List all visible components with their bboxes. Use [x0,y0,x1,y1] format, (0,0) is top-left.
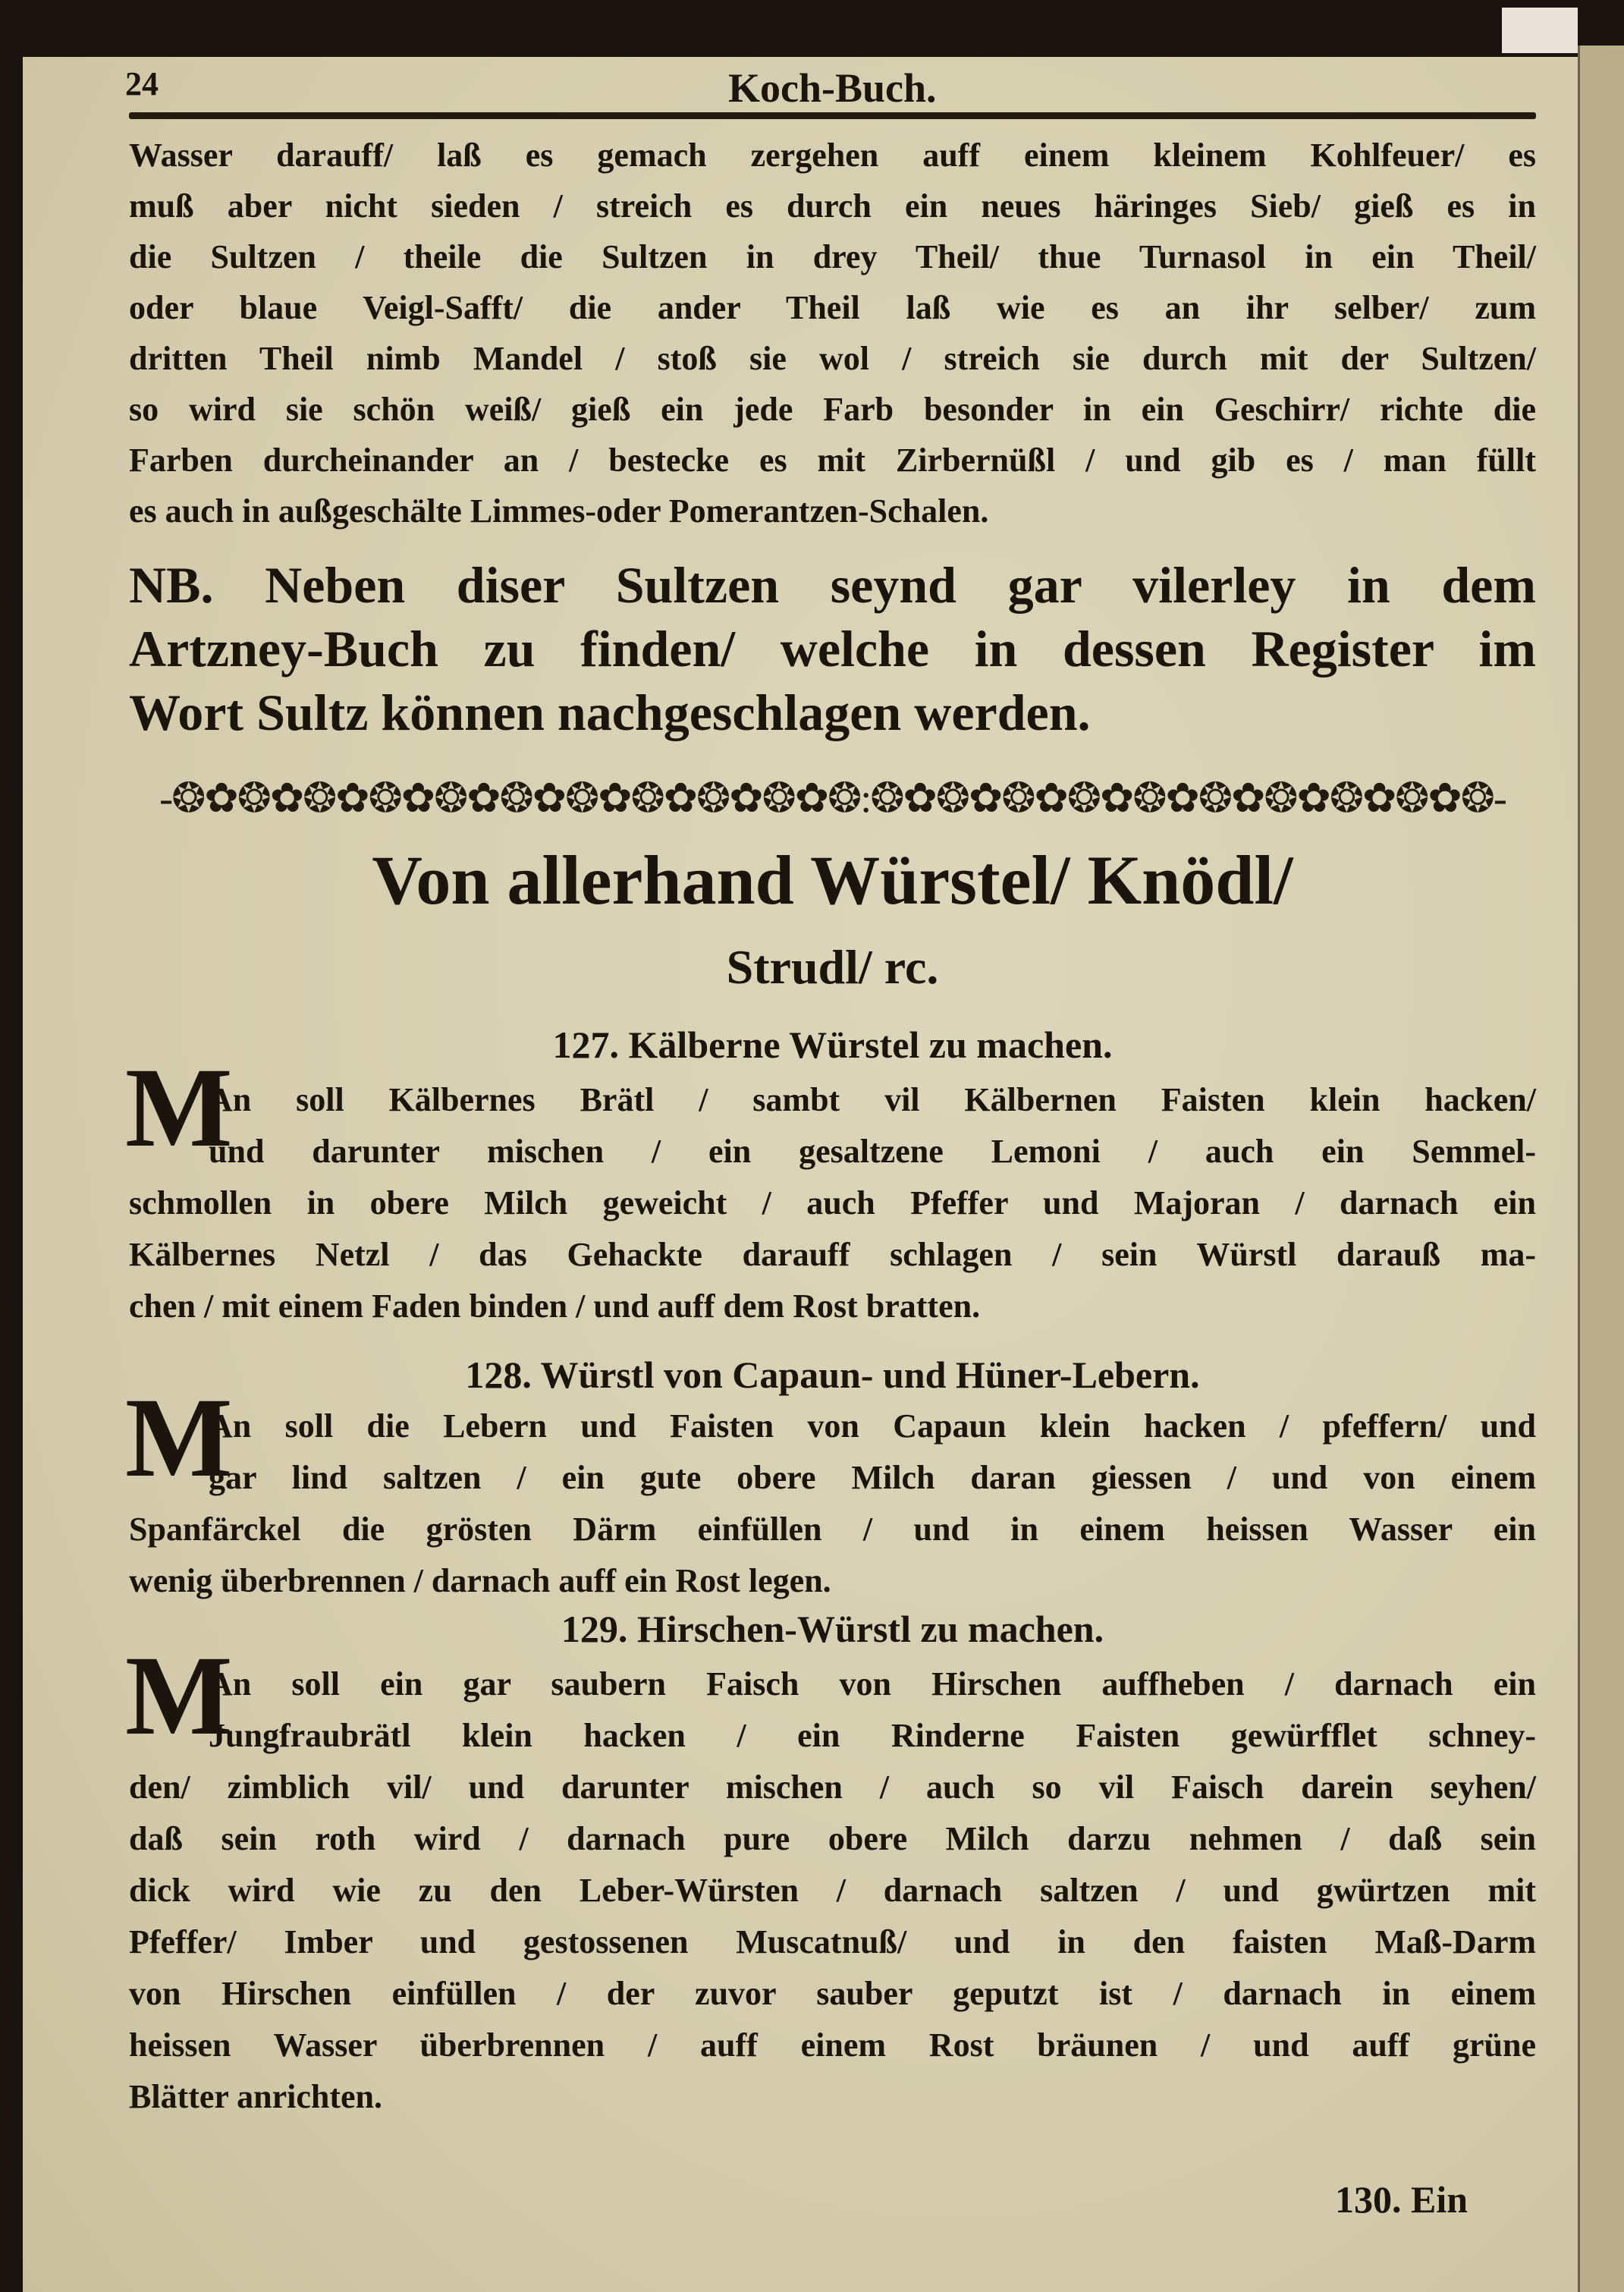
header-rule [129,112,1536,119]
recipe-text-line: An soll die Lebern und Faisten von Capaun klein hacken / pfeffern/ und [209,1407,1536,1445]
recipe-text-line: von Hirschen einfüllen / der zuvor sauber geputzt ist / darnach in einem [129,1975,1536,2012]
nota-bene-line: Artzney-Buch zu finden/ welche in dessen Register im [129,620,1536,678]
recipe-text-line: Blätter anrichten. [129,2078,383,2115]
text-line: Wasser darauff/ laß es gemach zergehen auff einem kleinem Kohlfeuer/ es [129,137,1536,174]
facing-page-edge [1578,46,1624,2292]
text-line: oder blaue Veigl-Safft/ die ander Theil laß wie es an ihr selber/ zum [129,289,1536,326]
recipe-text-line: gar lind saltzen / ein gute obere Milch daran giessen / und von einem [209,1459,1536,1496]
drop-cap: M [125,1633,233,1759]
recipe-text-line: und darunter mischen / ein gesaltzene Lemoni / auch ein Semmel- [209,1133,1536,1170]
section-title: Von allerhand Würstel/ Knödl/ [372,841,1293,919]
recipe-text-line: wenig überbrennen / darnach auff ein Rost legen. [129,1562,831,1599]
recipe-text-line: Spanfärckel die grösten Därm einfüllen / und in einem heissen Wasser ein [129,1511,1536,1548]
recipe-text-line: schmollen in obere Milch geweicht / auch Pfeffer und Majoran / darnach ein [129,1184,1536,1221]
recipe-heading: 128. Würstl von Capaun- und Hüner-Lebern. [465,1354,1200,1396]
bookmark-tab [1502,8,1578,53]
text-line: Farben durcheinander an / bestecke es mit Zirbernüßl / und gib es / man füllt [129,442,1536,479]
recipe-text-line: Kälbernes Netzl / das Gehackte darauff schlagen / sein Würstl darauß ma- [129,1236,1536,1273]
recipe-text-line: den/ zimblich vil/ und darunter mischen / auch so vil Faisch darein seyhen/ [129,1769,1536,1806]
nota-bene-line: Wort Sultz können nachgeschlagen werden. [129,684,1091,741]
section-subtitle: Strudl/ rc. [726,940,939,994]
running-title: Koch-Buch. [728,65,937,111]
recipe-text-line: dick wird wie zu den Leber-Würsten / darnach saltzen / und gwürtzen mit [129,1872,1536,1909]
nota-bene-line: NB. Neben diser Sultzen seynd gar vilerley in dem [129,556,1536,614]
text-line: muß aber nicht sieden / streich es durch ein neues häringes Sieb/ gieß es in [129,187,1536,225]
catchword: 130. Ein [1335,2178,1469,2221]
recipe-text-line: heissen Wasser überbrennen / auff einem Rost bräunen / und auff grüne [129,2026,1536,2064]
recipe-heading: 129. Hirschen-Würstl zu machen. [561,1608,1104,1650]
text-line: die Sultzen / theile die Sultzen in drey Theil/ thue Turnasol in ein Theil/ [129,238,1536,275]
drop-cap: M [125,1045,233,1171]
recipe-text-line: daß sein roth wird / darnach pure obere Milch darzu nehmen / daß sein [129,1820,1536,1857]
recipe-text-line: chen / mit einem Faden binden / und auff dem Rost bratten. [129,1287,981,1325]
recipe-text-line: An soll ein gar saubern Faisch von Hirschen auffheben / darnach ein [209,1665,1536,1702]
recipe-text-line: Pfeffer/ Imber und gestossenen Muscatnuß/ und in den faisten Maß-Darm [129,1923,1536,1960]
page-number: 24 [125,65,159,102]
text-line: so wird sie schön weiß/ gieß ein jede Farb besonder in ein Geschirr/ richte die [129,391,1536,428]
recipe-text-line: An soll Kälbernes Brätl / sambt vil Kälbernen Faisten klein hacken/ [209,1081,1536,1118]
drop-cap: M [125,1375,233,1501]
ornament-divider: -❂✿❂✿❂✿❂✿❂✿❂✿❂✿❂✿❂✿❂✿❂:❂✿❂✿❂✿❂✿❂✿❂✿❂✿❂✿❂✿❂- [159,775,1506,821]
text-line: es auch in außgeschälte Limmes-oder Pomerantzen-Schalen. [129,492,989,530]
recipe-heading: 127. Kälberne Würstel zu machen. [552,1023,1113,1066]
text-line: dritten Theil nimb Mandel / stoß sie wol / streich sie durch mit der Sultzen/ [129,340,1536,377]
recipe-text-line: Jungfraubrätl klein hacken / ein Rinderne Faisten gewürfflet schney- [209,1717,1536,1754]
